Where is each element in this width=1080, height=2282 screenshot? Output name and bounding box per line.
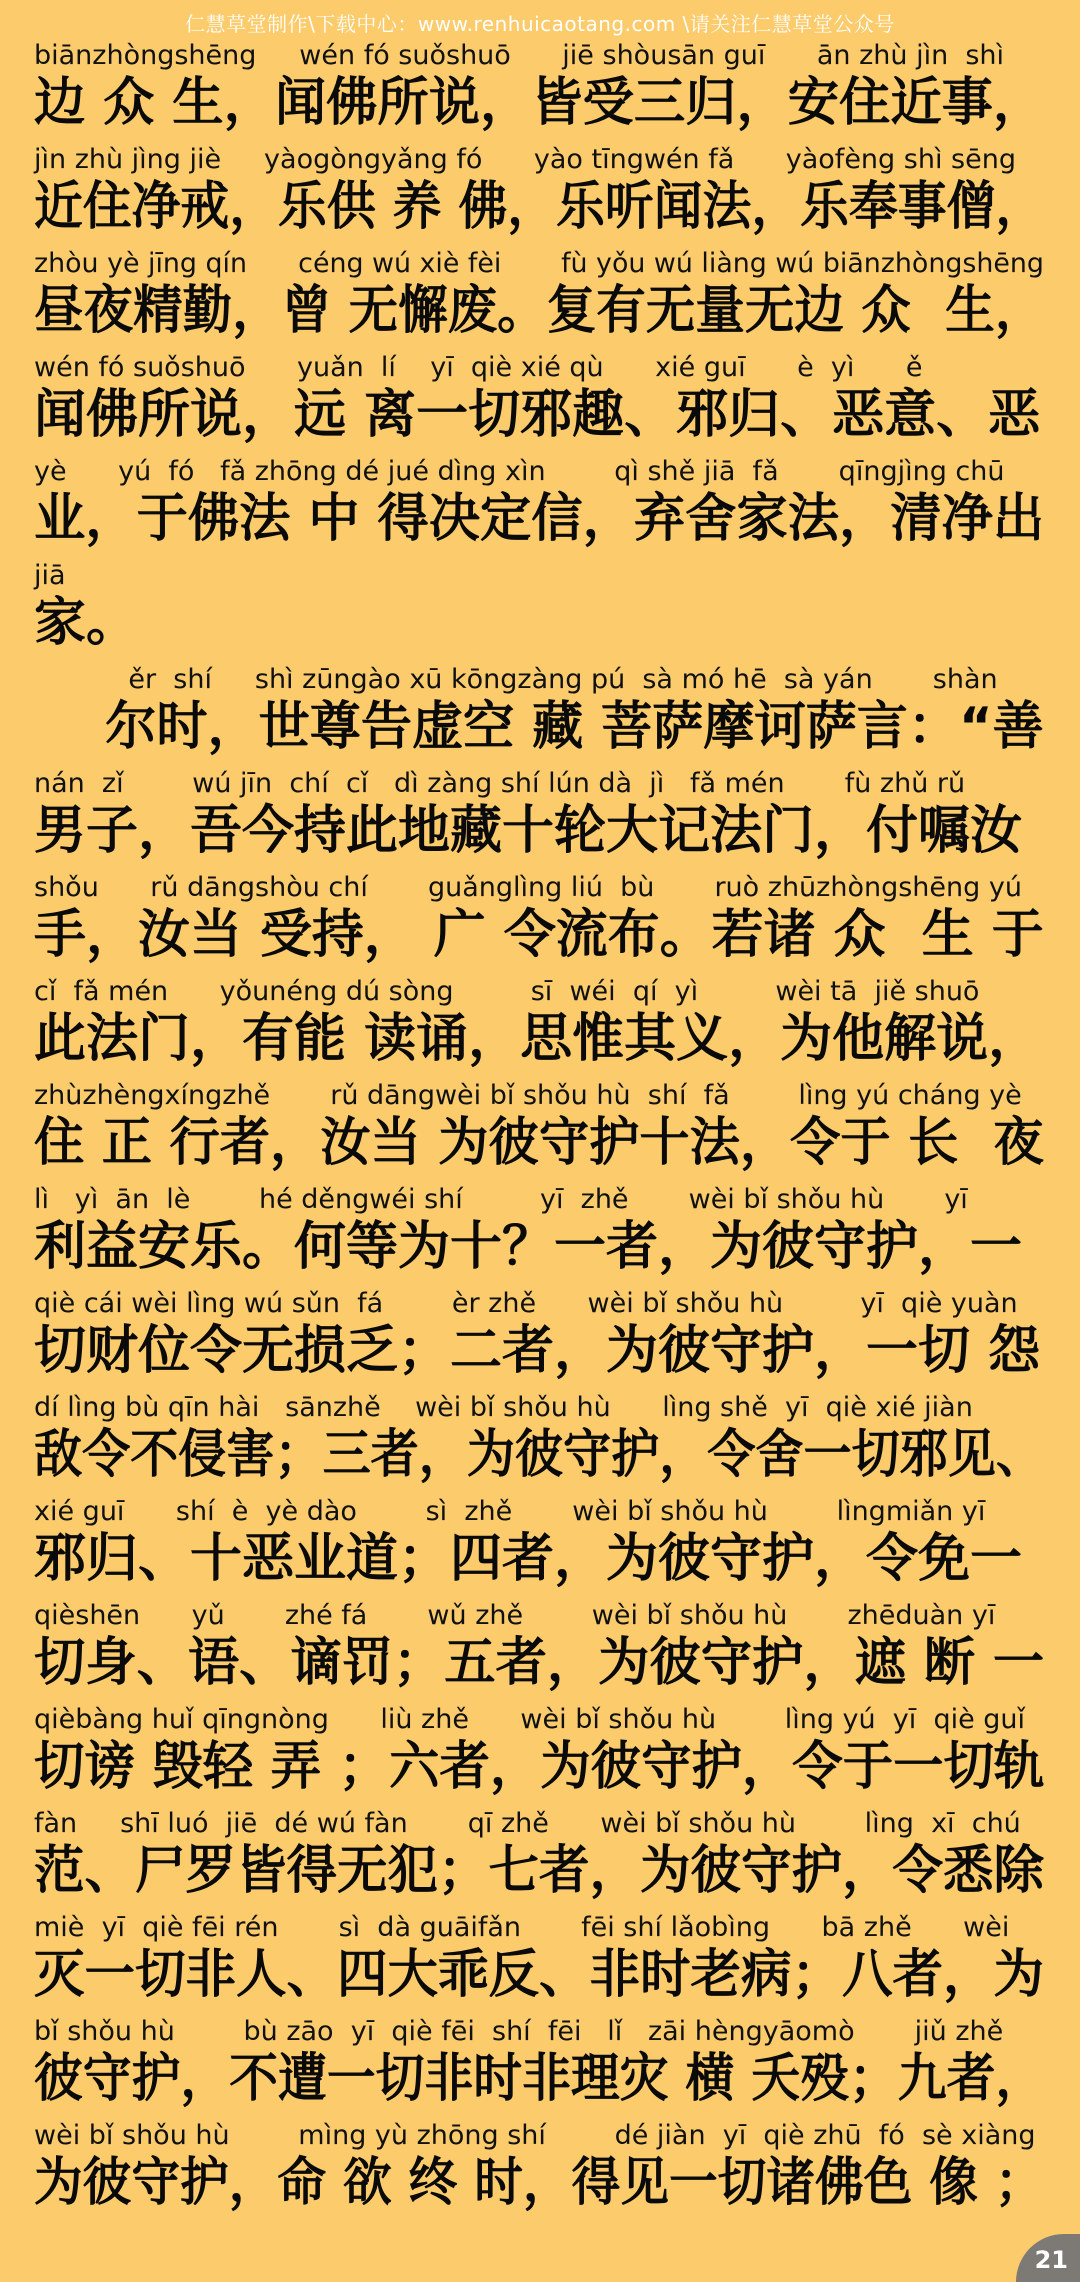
pinyin-line: wèi bǐ shǒu hù mìng yù zhōng shí dé jiàn yī qiè zhū fó sè xiàng (34, 2120, 1036, 2151)
pinyin-line: dí lìng bù qīn hài sānzhě wèi bǐ shǒu hù lìng shě yī qiè xié jiàn (34, 1392, 973, 1423)
hanzi-line: 此法门，有能 读诵，思惟其义，为他解说， (34, 1009, 1041, 1069)
hanzi-line: 为彼守护，命 欲 终 时，得见一切诸佛色 像 ； (34, 2153, 1044, 2213)
pinyin-line: miè yī qiè fēi rén sì dà guāifǎn fēi shí lǎobìng bā zhě wèi (34, 1912, 1010, 1943)
hanzi-line: 切财位令无损乏；二者，为彼守护，一切 怨 (34, 1321, 1041, 1381)
hanzi-line: 昼夜精勤，曾 无懈废。复有无量无边 众 生， (34, 281, 1045, 341)
pinyin-line: bǐ shǒu hù bù zāo yī qiè fēi shí fēi lǐ zāi hèngyāomò jiǔ zhě (34, 2016, 1004, 2047)
pinyin-line: lì yì ān lè hé děngwéi shí yī zhě wèi bǐ shǒu hù yī (34, 1184, 968, 1215)
pinyin-line: nán zǐ wú jīn chí cǐ dì zàng shí lún dà jì fǎ mén fù zhǔ rǔ (34, 768, 966, 799)
hanzi-line: 业，于佛法 中 得决定信，弃舍家法，清净出 (34, 489, 1045, 549)
pinyin-line: cǐ fǎ mén yǒunéng dú sòng sī wéi qí yì wèi tā jiě shuō (34, 976, 980, 1007)
hanzi-line: 灭一切非人、四大乖反、非时老病；八者，为 (34, 1945, 1045, 2005)
text-line (34, 248, 1044, 352)
pinyin-line: jiā (34, 560, 66, 591)
hanzi-line: 邪归、十恶业道；四者，为彼守护，令免一 (34, 1529, 1023, 1589)
hanzi-line: 敌令不侵害；三者，为彼守护，令舍一切邪见、 (34, 1425, 1045, 1485)
hanzi-line: 近住净戒，乐供 养 佛，乐听闻法，乐奉事僧， (34, 177, 1045, 237)
text-line (34, 456, 1044, 560)
text-line (34, 1600, 1044, 1704)
text-line (34, 560, 1044, 664)
text-line (34, 352, 1044, 456)
text-line (34, 1496, 1044, 1600)
pinyin-line: qiè cái wèi lìng wú sǔn fá èr zhě wèi bǐ shǒu hù yī qiè yuàn (34, 1288, 1018, 1319)
pinyin-line: yè yú fó fǎ zhōng dé jué dìng xìn qì shě jiā fǎ qīngjìng chū (34, 456, 1005, 487)
text-line (34, 976, 1044, 1080)
text-line (34, 1704, 1044, 1808)
pinyin-line: qièbàng huǐ qīngnòng liù zhě wèi bǐ shǒu hù lìng yú yī qiè guǐ (34, 1704, 1026, 1735)
text-line (34, 1184, 1044, 1288)
hanzi-line: 家。 (34, 593, 139, 653)
hanzi-line: 手，汝当 受持， 广 令流布。若诸 众 生 于 (34, 905, 1044, 965)
text-line (34, 768, 1044, 872)
text-line (34, 872, 1044, 976)
pinyin-line: ěr shí shì zūngào xū kōngzàng pú sà mó hē sà yán shàn (34, 664, 998, 695)
text-line (34, 1288, 1044, 1392)
pinyin-line: qièshēn yǔ zhé fá wǔ zhě wèi bǐ shǒu hù zhēduàn yī (34, 1600, 996, 1631)
text-line (34, 2120, 1044, 2224)
hanzi-line: 范、尸罗皆得无犯；七者，为彼守护，令悉除 (34, 1841, 1045, 1901)
pinyin-line: biānzhòngshēng wén fó suǒshuō jiē shòusān guī ān zhù jìn shì (34, 40, 1005, 71)
pinyin-line: fàn shī luó jiē dé wú fàn qī zhě wèi bǐ shǒu hù lìng xī chú (34, 1808, 1021, 1839)
watermark-header: 仁慧草堂制作\下载中心：www.renhuicaotang.com \请关注仁慧草堂公众号 (185, 12, 895, 36)
pinyin-line: zhùzhèngxíngzhě rǔ dāngwèi bǐ shǒu hù shí fǎ lìng yú cháng yè (34, 1080, 1022, 1111)
text-line (34, 664, 1044, 768)
hanzi-line: 住 正 行者，汝当 为彼守护十法，令于 长 夜 (34, 1113, 1044, 1173)
page-number-badge: 21 (1016, 2234, 1080, 2282)
text-line (34, 1392, 1044, 1496)
pinyin-line: jìn zhù jìng jiè yàogòngyǎng fó yào tīngwén fǎ yàofèng shì sēng (34, 144, 1016, 175)
text-line (34, 1912, 1044, 2016)
hanzi-line: 彼守护，不遭一切非时非理灾 横 夭殁；九者， (34, 2049, 1045, 2109)
scripture-text (34, 40, 1044, 2224)
hanzi-line: 边 众 生，闻佛所说，皆受三归，安住近事， (34, 73, 1045, 133)
hanzi-line: 切身、语、谪罚；五者，为彼守护，遮 断 一 (34, 1633, 1045, 1693)
text-line (34, 1080, 1044, 1184)
pinyin-line: shǒu rǔ dāngshòu chí guǎnglìng liú bù ruò zhūzhòngshēng yú (34, 872, 1022, 903)
text-line (34, 40, 1044, 144)
hanzi-line: 尔时，世尊告虚空 藏 菩萨摩诃萨言：“善 (34, 697, 1044, 757)
pinyin-line: zhòu yè jīng qín céng wú xiè fèi fù yǒu wú liàng wú biānzhòngshēng (34, 248, 1044, 279)
pinyin-line: wén fó suǒshuō yuǎn lí yī qiè xié qù xié guī è yì ě (34, 352, 923, 383)
pinyin-line: xié guī shí è yè dào sì zhě wèi bǐ shǒu hù lìngmiǎn yī (34, 1496, 986, 1527)
text-line (34, 144, 1044, 248)
hanzi-line: 男子，吾今持此地藏十轮大记法门，付嘱汝 (34, 801, 1023, 861)
text-line (34, 1808, 1044, 1912)
text-line (34, 2016, 1044, 2120)
hanzi-line: 切谤 毁轻 弄 ；六者，为彼守护，令于一切轨 (34, 1737, 1045, 1797)
hanzi-line: 闻佛所说，远 离一切邪趣、邪归、恶意、恶 (34, 385, 1041, 445)
hanzi-line: 利益安乐。何等为十？一者，为彼守护，一 (34, 1217, 1023, 1277)
